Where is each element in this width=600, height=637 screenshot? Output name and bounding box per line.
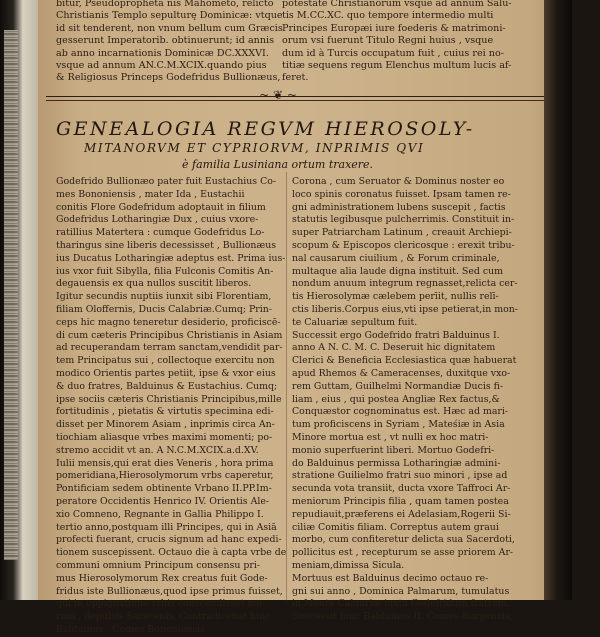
section-rule xyxy=(46,96,552,97)
text-line: Christianis Templo sepulturę Dominicæ: vtque xyxy=(56,10,283,22)
text-line: do Balduinus permissa Lotharingiæ admini- xyxy=(292,457,501,469)
text-line: stratione Guilielmo fratri suo minori , ipse ad xyxy=(292,470,508,482)
text-line: & duo fratres, Balduinus & Eustachius. Cumq; xyxy=(56,380,278,392)
text-line: pomeridiana,Hierosolymorum vrbs caperetur, xyxy=(56,470,274,482)
adjacent-page-strip xyxy=(0,0,38,600)
text-line: Conquæstor cognominatus est. Hæc ad mari- xyxy=(292,406,509,418)
text-line: apud Rhemos & Cameracenses, duxitque vxo- xyxy=(292,367,511,379)
text-line: ipse sociis cæteris Christianis Principibus,mille xyxy=(56,393,282,405)
text-line: degauensis ex qua nullos suscitit liberos. xyxy=(56,278,252,290)
text-line: Godefrido Bullionæo pater fuit Eustachius Co- xyxy=(56,176,277,187)
text-line: stremo accidit vt an. A N.C.M.XCIX.a.d.XV. xyxy=(56,444,259,456)
text-line: loco spinis coronatus fuisset. Ipsam tamen re- xyxy=(292,188,511,200)
text-line: Successit ergo Godefrido fratri Balduinus I. xyxy=(292,329,500,341)
text-line: ctis liberis.Corpus eius,vti ipse petierat,in mon- xyxy=(292,303,518,315)
text-line: Pontificiam sedem obtinente Vrbano II.PP.Im- xyxy=(56,483,272,495)
text-line: tis M.CC.XC. quo tempore intermedio multi xyxy=(282,10,494,22)
text-line: Successit huic Balduinus II. Comes Burgensis, xyxy=(292,611,513,623)
text-line: feret. xyxy=(282,72,309,84)
text-line: rem Guttam, Guilhelmi Normandiæ Ducis fi- xyxy=(292,380,504,392)
text-line: ius vxor fuit Sibylla, filia Fulconis Comitis An- xyxy=(56,265,274,277)
text-line: fortitudinis , pietatis & virtutis specimina edi- xyxy=(56,406,274,418)
text-line: monio superfuerint liberi. Mortuo Godefri- xyxy=(292,444,495,456)
text-line: mes Bononiensis , mater Ida , Eustachii xyxy=(56,188,245,200)
column-gutter xyxy=(286,172,287,602)
text-line: nal causarum ciuilium , & Forum criminale, xyxy=(292,252,500,264)
text-line: peratore Occidentis Henrico IV. Orientis Ale- xyxy=(56,495,270,507)
text-line: Minore mortua est , vt nulli ex hoc matri- xyxy=(292,431,489,443)
text-line: ciliæ Comitis filiam. Correptus autem graui xyxy=(292,521,499,533)
text-line: Mortuus est Balduinus decimo octauo re- xyxy=(292,572,489,584)
text-line: communi omnium Principum consensu pri- xyxy=(56,559,260,571)
section-rule-thin xyxy=(46,100,552,101)
text-line: tiochiam aliasque vrbes maximi momenti; po- xyxy=(56,431,273,443)
section-subtitle: MITANORVM ET CYPRIORVM, INPRIMIS QVI xyxy=(84,141,425,155)
text-line: ab anno incarnationis Dominicæ DC.XXXVI. xyxy=(56,47,269,59)
text-line: ceps hic magno teneretur desiderio, proficiscē- xyxy=(56,316,281,328)
text-line: secunda vota transiit, ducta vxore Taffroci Ar- xyxy=(292,483,511,495)
text-line: nondum anuum integrum regnasset,relicta cer- xyxy=(292,278,518,290)
text-line: ius Ducatus Lotharingiæ adeptus est. Prima ius- xyxy=(56,252,286,264)
body-left-column xyxy=(56,176,287,637)
text-line: Igitur secundis nuptiis iunxit sibi Florentiam, xyxy=(56,291,272,303)
text-line: Godefridus Lotharingiæ Dux , cuius vxore- xyxy=(56,214,259,226)
text-line: meniorum Principis filia , quam tamen postea xyxy=(292,495,509,507)
text-line: & Religiosus Princeps Godefridus Bullionæus, xyxy=(56,72,281,84)
text-line: repudiauit,præferens ei Adelasiam,Rogerii Si- xyxy=(292,508,511,520)
text-line: conitis Flore Godefridum adoptauit in filium xyxy=(56,201,266,213)
text-line: id sit tenderent, non vnum bellum cum Græcis xyxy=(56,22,283,34)
text-line: Clerici & Beneficia Ecclesiastica quæ habuerat xyxy=(292,355,517,367)
text-line: vsque ad annum AN.C.M.XCIX.quando pius xyxy=(56,60,267,72)
text-line: gni sui anno , Dominica Palmarum, tumulatus xyxy=(292,585,510,597)
book-page xyxy=(38,0,572,635)
text-line: tis Hierosolymæ cælebem perīit, nullis relī- xyxy=(292,291,499,303)
body-right-column xyxy=(292,176,518,624)
text-line: rum , depulsis Saracenis. Contradicebat huic xyxy=(56,611,271,623)
text-line: gesserunt Imperatorib. obtinuerunt; id annis xyxy=(56,35,275,47)
text-line: tem Principatus sui , collectoque exercitu non xyxy=(56,355,275,367)
text-line: te Caluariæ sepultum fuit. xyxy=(292,316,418,328)
text-line: pollicitus est , recepturum se asse priorem Ar- xyxy=(292,547,514,559)
section-subtitle-tail: è familia Lusiniana ortum traxere. xyxy=(182,158,374,171)
text-line: Principes Europæi iure foederis & matrimoni- xyxy=(282,22,506,34)
text-line: ad recuperandam terram sanctam,vendidit par- xyxy=(56,342,283,354)
text-line: disset per Minorem Asiam , inprimis circa An- xyxy=(56,419,275,431)
text-line: Iulii mensis,qui erat dies Veneris , hora prima xyxy=(56,457,274,469)
ornament: ~ ❦ ~ xyxy=(259,88,297,102)
text-line: Corona , cum Seruator & Dominus noster eo xyxy=(292,176,505,187)
top-left-column xyxy=(56,0,283,85)
text-line: multaque alia laude digna instituit. Sed cum xyxy=(292,265,504,277)
text-line: tionem suscepissent. Octauo die à capta vrbe de xyxy=(56,547,287,559)
text-line: di cum cæteris Principibus Christianis in Asiam xyxy=(56,329,283,341)
text-line: fridus iste Bullionæus,quod ipse primus fuisset, xyxy=(56,585,283,597)
text-line: dum id à Turcis occupatum fuit , cuius rei no- xyxy=(282,47,504,59)
text-line: titiæ sequens regum Elenchus multum lucis af- xyxy=(282,60,512,72)
text-line: super Patriarcham Latinum , creauit Archiepi- xyxy=(292,227,512,239)
text-line: modico Orientis partes petiit, ipse & vxor eius xyxy=(56,367,276,379)
text-line: meniam,dimissa Sicula. xyxy=(292,559,405,571)
text-line: xio Comneno, Regnante in Gallia Philippo I. xyxy=(56,508,264,520)
text-line: gni administrationem lubens suscepit , factis xyxy=(292,201,506,213)
engraving-fragment xyxy=(4,30,18,560)
text-line: bitur, Pseudopropheta nis Mahometo, relicto xyxy=(56,0,274,9)
text-line: qui in oppignatione vrbis conscendisset mu- xyxy=(56,598,266,610)
text-line: filiam Oloffernis, Ducis Calabriæ.Cumq; Prin- xyxy=(56,303,272,315)
text-line: in Monte Caluariæ iuxta Godefridum fratrem. xyxy=(292,598,510,610)
text-line: anno A N. C. M. C. Deseruit hic dignitatem xyxy=(292,342,496,354)
text-line: ratillius Matertera : cumque Godefridus Lo- xyxy=(56,227,265,239)
text-line: morbo, cum confiteretur delicta sua Sacerdoti, xyxy=(292,534,515,546)
text-line: mus Hierosolymorum Rex creatus fuit Gode- xyxy=(56,572,268,584)
text-line: scopum & Episcopos clericosque : erexit tribu- xyxy=(292,239,515,251)
text-line: tharingus sine liberis decessisset , Bullionæus xyxy=(56,239,277,251)
page-edge-shadow xyxy=(544,0,572,600)
text-line: tertio anno,postquam illi Principes, qui in Asiā xyxy=(56,521,277,533)
text-line: tum proficiscens in Syriam , Mateśiæ in Asia xyxy=(292,419,505,431)
top-right-column xyxy=(282,0,512,85)
text-line: statutis legibusque pulcherrimis. Constituit in- xyxy=(292,214,515,226)
section-title: GENEALOGIA REGVM HIEROSOLY- xyxy=(56,118,475,140)
text-line: potestate Christianorum vsque ad annum Salu- xyxy=(282,0,512,9)
text-line: liam , eius , qui postea Angliæ Rex factus,& xyxy=(292,393,500,405)
text-line: Balduinus , Comes Bononiensis xyxy=(56,623,205,635)
text-line: orum vsi fuerunt Titulo Regni huius , vsque xyxy=(282,35,494,47)
text-line: profecti fuerant, crucis signum ad hanc expedi- xyxy=(56,534,282,546)
